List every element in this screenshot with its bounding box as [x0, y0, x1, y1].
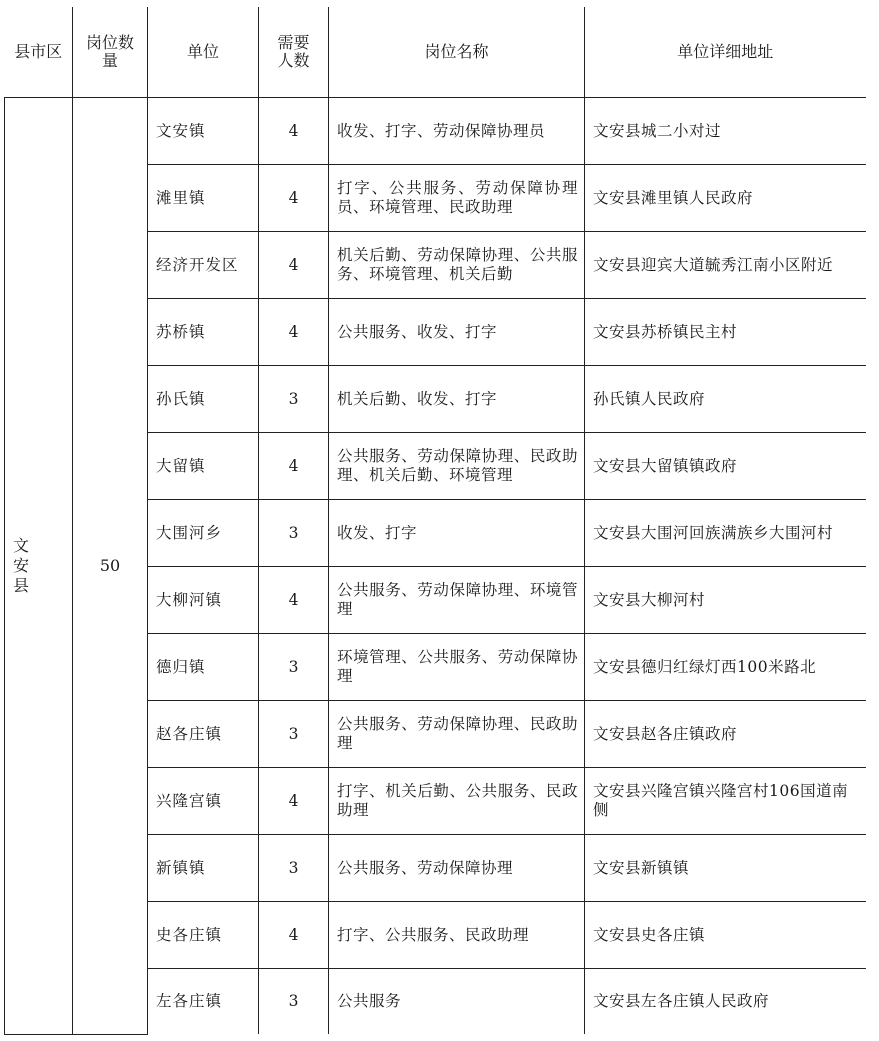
address-cell: 文安县德归红绿灯西100米路北 — [585, 634, 866, 701]
posts-cell: 机关后勤、劳动保障协理、公共服务、环境管理、机关后勤 — [329, 232, 585, 299]
unit-cell: 兴隆宫镇 — [148, 768, 259, 835]
unit-cell: 苏桥镇 — [148, 299, 259, 366]
job-table — [4, 7, 866, 1035]
need-cell: 4 — [259, 768, 329, 835]
unit-cell: 史各庄镇 — [148, 902, 259, 969]
need-cell: 3 — [259, 500, 329, 567]
posts-cell: 收发、打字 — [329, 500, 585, 567]
need-cell: 3 — [259, 366, 329, 433]
unit-cell: 大围河乡 — [148, 500, 259, 567]
unit-cell: 大留镇 — [148, 433, 259, 500]
header-address: 单位详细地址 — [585, 7, 866, 98]
need-cell: 4 — [259, 98, 329, 165]
need-cell: 3 — [259, 634, 329, 701]
unit-cell: 经济开发区 — [148, 232, 259, 299]
need-cell: 4 — [259, 232, 329, 299]
posts-cell: 环境管理、公共服务、劳动保障协理 — [329, 634, 585, 701]
header-row — [5, 7, 866, 98]
address-cell: 文安县新镇镇 — [585, 835, 866, 902]
posts-cell: 公共服务、收发、打字 — [329, 299, 585, 366]
header-county: 县市区 — [5, 7, 73, 98]
address-cell: 文安县兴隆宫镇兴隆宫村106国道南侧 — [585, 768, 866, 835]
need-cell: 4 — [259, 902, 329, 969]
unit-cell: 大柳河镇 — [148, 567, 259, 634]
posts-cell: 机关后勤、收发、打字 — [329, 366, 585, 433]
address-cell: 文安县大柳河村 — [585, 567, 866, 634]
posts-cell: 公共服务、劳动保障协理、民政助理 — [329, 701, 585, 768]
address-cell: 文安县苏桥镇民主村 — [585, 299, 866, 366]
county-cell — [5, 98, 73, 1035]
address-cell: 文安县大围河回族满族乡大围河村 — [585, 500, 866, 567]
posts-cell: 公共服务 — [329, 969, 585, 1035]
address-cell: 文安县大留镇镇政府 — [585, 433, 866, 500]
quota-total: 50 — [73, 98, 148, 1035]
need-cell: 3 — [259, 835, 329, 902]
county-name: 文安县 — [13, 535, 56, 595]
unit-cell: 德归镇 — [148, 634, 259, 701]
address-cell: 文安县迎宾大道毓秀江南小区附近 — [585, 232, 866, 299]
unit-cell: 赵各庄镇 — [148, 701, 259, 768]
unit-cell: 新镇镇 — [148, 835, 259, 902]
address-cell: 文安县赵各庄镇政府 — [585, 701, 866, 768]
need-cell: 4 — [259, 433, 329, 500]
header-unit: 单位 — [148, 7, 259, 98]
posts-cell: 公共服务、劳动保障协理、环境管理 — [329, 567, 585, 634]
need-cell: 4 — [259, 567, 329, 634]
posts-cell: 打字、公共服务、劳动保障协理员、环境管理、民政助理 — [329, 165, 585, 232]
address-cell: 文安县城二小对过 — [585, 98, 866, 165]
posts-cell: 打字、公共服务、民政助理 — [329, 902, 585, 969]
header-need: 需要人数 — [259, 7, 329, 98]
posts-cell: 打字、机关后勤、公共服务、民政助理 — [329, 768, 585, 835]
header-quota: 岗位数量 — [73, 7, 148, 98]
header-posts: 岗位名称 — [329, 7, 585, 98]
posts-cell: 收发、打字、劳动保障协理员 — [329, 98, 585, 165]
need-cell: 4 — [259, 299, 329, 366]
address-cell: 文安县左各庄镇人民政府 — [585, 969, 866, 1035]
address-cell: 文安县史各庄镇 — [585, 902, 866, 969]
posts-cell: 公共服务、劳动保障协理 — [329, 835, 585, 902]
need-cell: 3 — [259, 969, 329, 1035]
unit-cell: 左各庄镇 — [148, 969, 259, 1035]
unit-cell: 文安镇 — [148, 98, 259, 165]
table-row — [5, 98, 866, 165]
need-cell: 3 — [259, 701, 329, 768]
posts-cell: 公共服务、劳动保障协理、民政助理、机关后勤、环境管理 — [329, 433, 585, 500]
address-cell: 孙氏镇人民政府 — [585, 366, 866, 433]
unit-cell: 滩里镇 — [148, 165, 259, 232]
table-body — [5, 98, 866, 1035]
unit-cell: 孙氏镇 — [148, 366, 259, 433]
address-cell: 文安县滩里镇人民政府 — [585, 165, 866, 232]
need-cell: 4 — [259, 165, 329, 232]
